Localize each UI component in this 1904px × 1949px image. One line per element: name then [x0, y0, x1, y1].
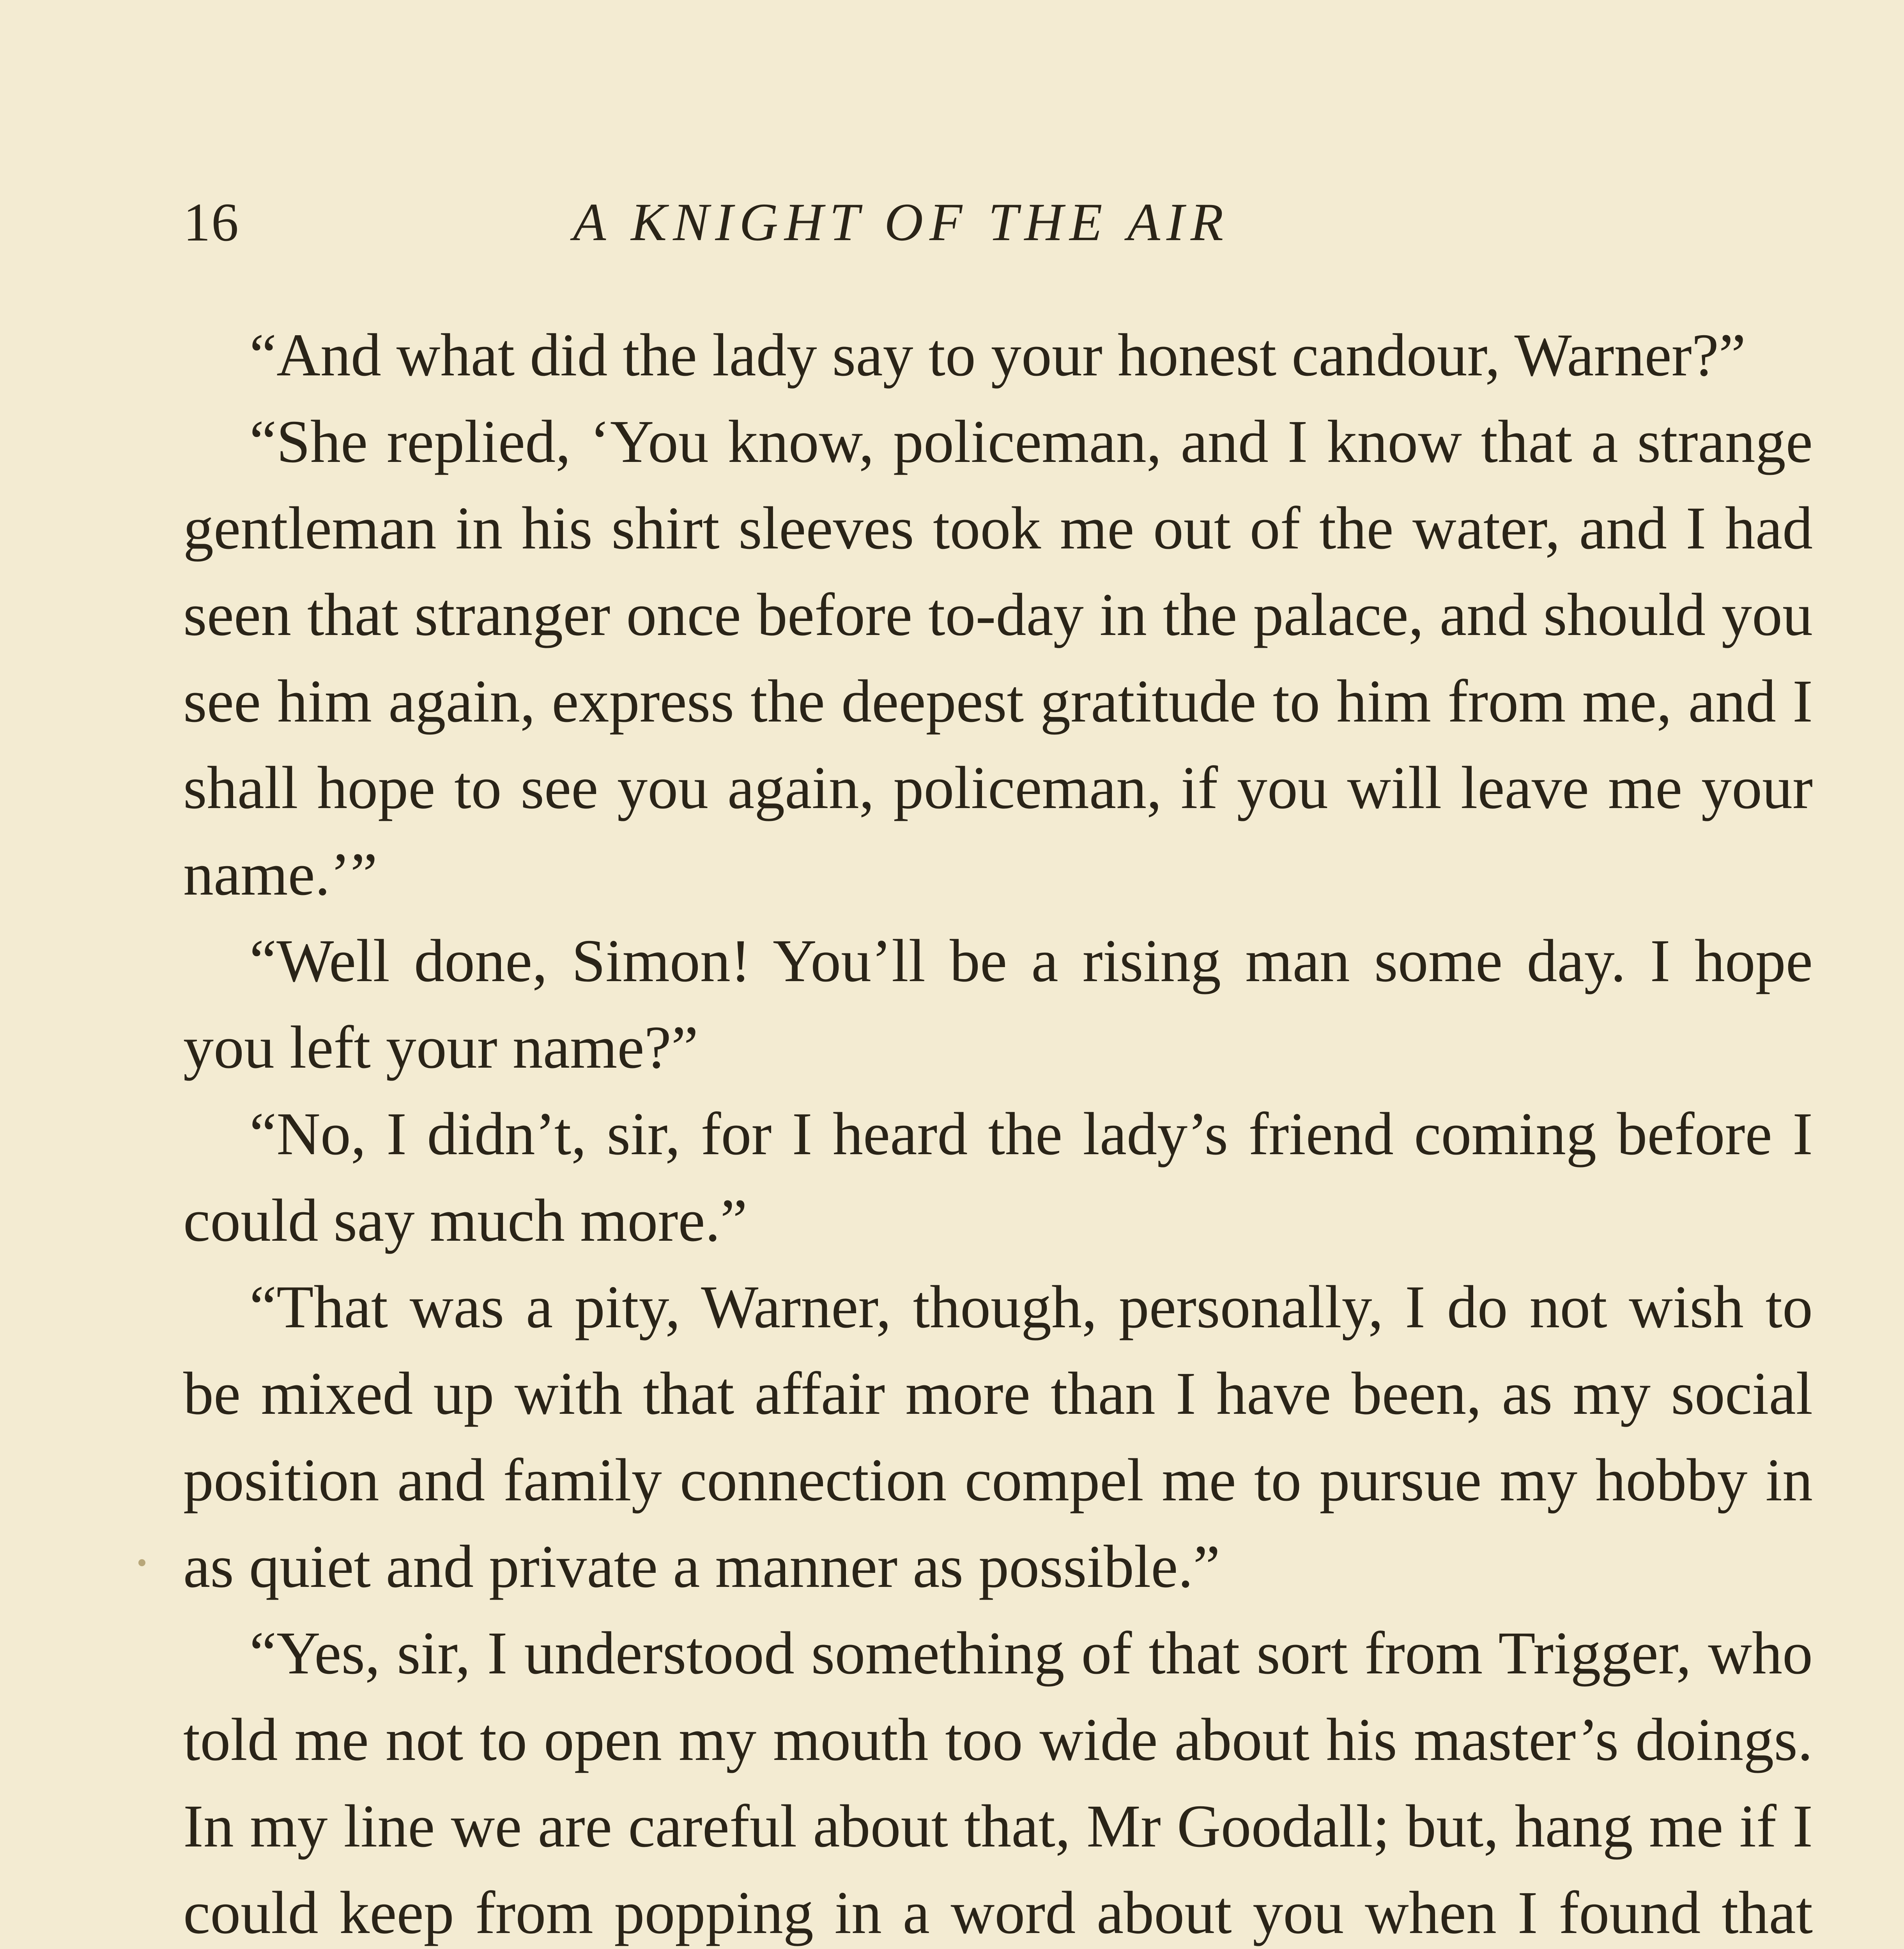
paragraph: “No, I didn’t, sir, for I heard the lady’s friend coming before I could say much more.” — [183, 1100, 1813, 1254]
page-number: 16 — [183, 192, 239, 253]
running-head: A KNIGHT OF THE AIR — [573, 192, 1230, 252]
paragraph: “And what did the lady say to your honest candour, Warner?” — [250, 321, 1746, 389]
paragraph: “That was a pity, Warner, though, personally, I do not wish to be mixed up with that affair more than I have been, as my social position and family connection compel me to pursue my hobby in as quiet and private a manner as possible.” — [183, 1273, 1813, 1600]
paragraph: “She replied, ‘You know, policeman, and I know that a strange gentleman in his shirt sleeves took me out of the water, and I had seen that stranger once before to-day in the palace, and should you see him again, express the deepest gratitude to him from me, and I shall hope to see you again, policeman, if you will leave me your name.’” — [183, 408, 1813, 908]
body-text — [183, 312, 1813, 1949]
paragraph: “Well done, Simon! You’ll be a rising man some day. I hope you left your name?” — [183, 927, 1813, 1081]
paragraph: “Yes, sir, I understood something of that sort from Trigger, who told me not to open my mouth too wide about his master’s doings. In my line we are careful about that, Mr Goodall; but, hang me if I could keep from popping in a word about you when I found that — [183, 1619, 1813, 1946]
margin-mark — [138, 1559, 145, 1566]
page-header — [183, 183, 1813, 261]
